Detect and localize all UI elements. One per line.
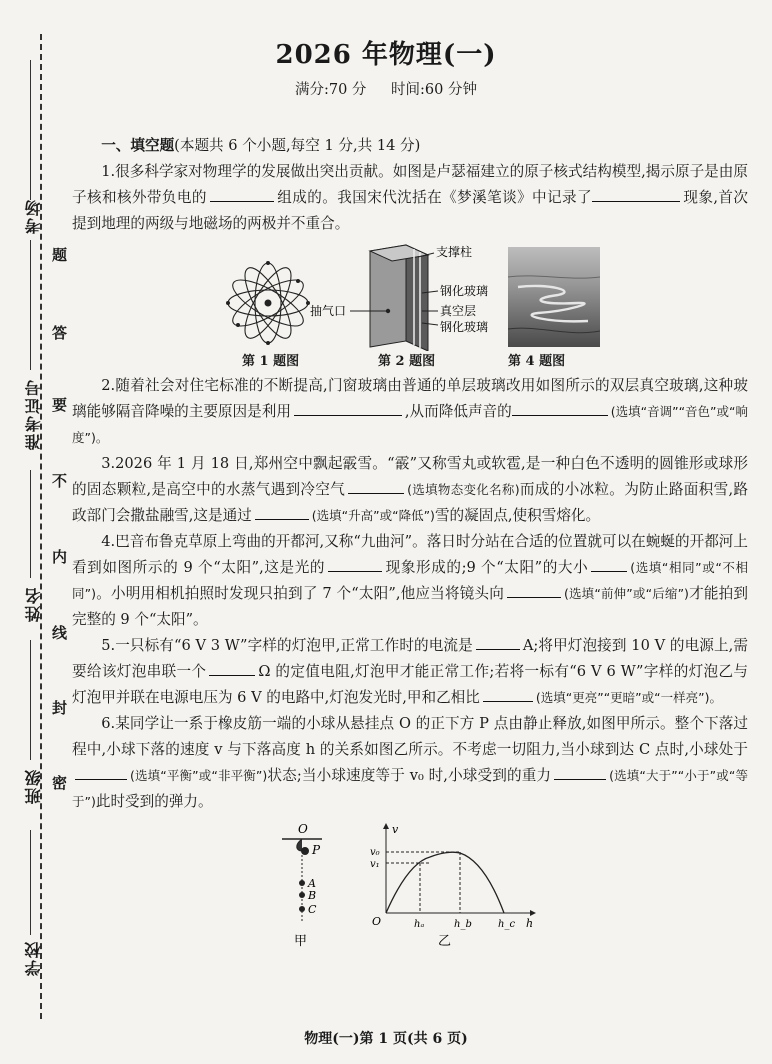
q4-text-3: 。小明用相机拍照时发现只拍到了 7 个“太阳”,他应当将镜头向 (96, 585, 504, 602)
q3-hint-1: (选填物态变化名称) (407, 482, 520, 497)
q2-text-1: 2.随着社会对住宅标准的不断提高,门窗玻璃由普通的单层玻璃改用如图所示的双层真空玻璃,这种玻璃能够隔音降噪的主要原因是利用 (72, 377, 748, 420)
label-glass-top: 钢化玻璃 (440, 284, 489, 298)
figure-row-q6 (72, 821, 748, 977)
seal-char: 答 (52, 324, 68, 342)
caption-fig2: 第 2 题图 (378, 354, 436, 369)
q6-text-2: 状态;当小球速度等于 v₀ 时,小球受到的重力 (267, 767, 552, 784)
q1-blank-1[interactable] (210, 187, 274, 202)
velocity-height-graph (368, 821, 538, 973)
q6-hint-2: (选填“大于”“小于”或“等于”) (72, 768, 748, 809)
label-v1: v₁ (370, 859, 380, 870)
q6-blank-1[interactable] (75, 765, 127, 780)
label-admission-no: 准考证号 (24, 378, 43, 450)
axis-label-h: h (526, 917, 534, 930)
q1-text-3: 现象,首次提到地理的两级与地磁场的两极并不重合。 (72, 189, 748, 232)
label-vent: 抽气口 (310, 304, 347, 318)
q5-text-1: 5.一只标有“6 V 3 W”字样的灯泡甲,正常工作时的电流是 (101, 637, 473, 654)
q5-text-2: A;将甲灯泡接到 10 V 的电源上,需要给该灯泡串联一个 (72, 637, 748, 680)
q5-text-3: Ω 的定值电阻,灯泡甲才能正常工作;若将一标有“6 V 6 W”字样的灯泡乙与灯泡甲并联在电源电压为 6 V 的电路中,灯泡发光时,甲和乙相比 (72, 663, 748, 706)
label-exam-room: 考场 (24, 198, 43, 234)
label-glass-bottom: 钢化玻璃 (440, 320, 489, 334)
q3-text-1: 3.2026 年 1 月 18 日,郑州空中飘起霰雪。“霰”又称雪丸或软雹,是一种白色不透明的圆锥形或球形的固态颗粒,是高空中的水蒸气遇到冷空气 (72, 455, 748, 498)
q2-hint: (选填“音调”“音色”或“响度”)。 (72, 404, 748, 445)
label-class: 班级 (24, 768, 43, 804)
q4-blank-1[interactable] (328, 557, 382, 572)
caption-jia: 甲 (294, 934, 308, 949)
seal-char: 内 (52, 548, 68, 566)
q2-blank-2[interactable] (512, 401, 608, 416)
q3-blank-1[interactable] (348, 479, 404, 494)
question-6 (72, 711, 748, 815)
field-line-admission-no[interactable] (30, 240, 31, 370)
caption-fig4: 第 4 题图 (508, 354, 566, 369)
section-heading (72, 133, 748, 159)
q1-blank-2[interactable] (592, 187, 680, 202)
label-point-c: C (308, 903, 317, 916)
question-4 (72, 529, 748, 633)
label-origin: O (372, 915, 382, 928)
field-line-school[interactable] (30, 830, 31, 935)
question-1 (72, 159, 748, 237)
ball-drop-figure (272, 821, 332, 973)
section-title: 一、填空题 (101, 137, 175, 154)
caption-fig1: 第 1 题图 (242, 354, 300, 369)
section-desc: (本题共 6 个小题,每空 1 分,共 14 分) (174, 137, 421, 154)
seal-char: 封 (52, 699, 68, 717)
q3-text-2: 而成的小冰粒。为防止路面积雪,路政部门会撒盐融雪,这是通过 (72, 481, 749, 524)
exam-info (0, 78, 772, 99)
label-point-a: A (308, 877, 316, 890)
q6-text-3: 此时受到的弹力。 (95, 793, 213, 810)
river-sunset-photo (508, 247, 600, 347)
question-2 (72, 373, 748, 451)
q6-blank-2[interactable] (554, 765, 606, 780)
page-footer: 物理(一)第 1 页(共 6 页) (304, 1031, 468, 1047)
atom-model-figure (220, 259, 316, 347)
label-point-b: B (308, 889, 317, 902)
label-hb: h_b (454, 919, 472, 930)
question-3 (72, 451, 748, 529)
seal-char: 密 (52, 774, 68, 792)
q1-text-1: 1.很多科学家对物理学的发展做出突出贡献。如图是卢瑟福建立的原子核式结构模型,揭示原子是由原子核和核外带负电的 (72, 163, 748, 206)
q4-hint-1: (选填“相同”或“不相同”) (72, 560, 749, 601)
page-title: 2026 年物理(一) (275, 40, 497, 70)
field-line-name[interactable] (30, 470, 31, 578)
q6-hint-1: (选填“平衡”或“非平衡”) (130, 768, 268, 783)
full-score: 满分:70 分 (294, 82, 367, 98)
exam-time: 时间:60 分钟 (391, 82, 477, 98)
q3-hint-2: (选填“升高”或“降低”) (311, 508, 435, 523)
question-5 (72, 633, 748, 711)
q1-text-2: 组成的。我国宋代沈括在《梦溪笔谈》中记录了 (276, 189, 593, 206)
q4-blank-2[interactable] (591, 557, 627, 572)
figure-row-1 (72, 247, 748, 367)
label-vacuum: 真空层 (440, 304, 477, 318)
label-point-o: O (298, 822, 308, 836)
label-v0: v₀ (370, 847, 380, 858)
vacuum-glass-figure (310, 243, 500, 351)
cut-line (40, 34, 42, 1019)
q4-text-2: 现象形成的;9 个“太阳”的大小 (385, 559, 589, 576)
q4-text-4: 才能拍到完整的 9 个“太阳”。 (72, 585, 748, 628)
q4-text-1: 4.巴音布鲁克草原上弯曲的开都河,又称“九曲河”。落日时分站在合适的位置就可以在蜿蜒的开都河上看到如图所示的 9 个“太阳”,这是光的 (72, 533, 748, 576)
seal-char: 要 (52, 396, 68, 414)
label-pillar: 支撑柱 (436, 245, 473, 259)
q5-hint: (选填“更亮”“更暗”或“一样亮”)。 (535, 690, 722, 705)
q5-blank-1[interactable] (476, 635, 520, 650)
q5-blank-2[interactable] (209, 661, 255, 676)
seal-char: 线 (52, 624, 68, 642)
field-line-class[interactable] (30, 640, 31, 760)
q2-text-2: ,从而降低声音的 (404, 403, 512, 420)
q5-blank-3[interactable] (483, 687, 533, 702)
q6-text-1: 6.某同学让一系于橡皮筋一端的小球从悬挂点 O 的正下方 P 点由静止释放,如图甲所示。整个下落过程中,小球下落的速度 v 与下落高度 h 的关系如图乙所示。不考虑一切阻力,当小球到达 C 点时,小球处于 (72, 715, 748, 758)
q4-hint-2: (选填“前伸”或“后缩”) (563, 586, 689, 601)
q3-text-3: 雪的凝固点,使积雪熔化。 (434, 507, 601, 524)
label-point-p: P (312, 843, 321, 857)
q2-blank-1[interactable] (294, 401, 402, 416)
binding-margin (0, 0, 78, 1064)
seal-char: 题 (52, 246, 68, 264)
label-hc: h_c (498, 919, 516, 930)
seal-char: 不 (52, 472, 68, 490)
label-school: 学校 (24, 940, 43, 976)
q4-blank-3[interactable] (507, 583, 561, 598)
question-area (72, 133, 748, 977)
axis-label-v: v (392, 823, 399, 836)
q3-blank-2[interactable] (255, 505, 309, 520)
label-ha: hₐ (414, 919, 425, 930)
label-name: 姓名 (24, 586, 43, 622)
caption-yi: 乙 (438, 934, 452, 949)
